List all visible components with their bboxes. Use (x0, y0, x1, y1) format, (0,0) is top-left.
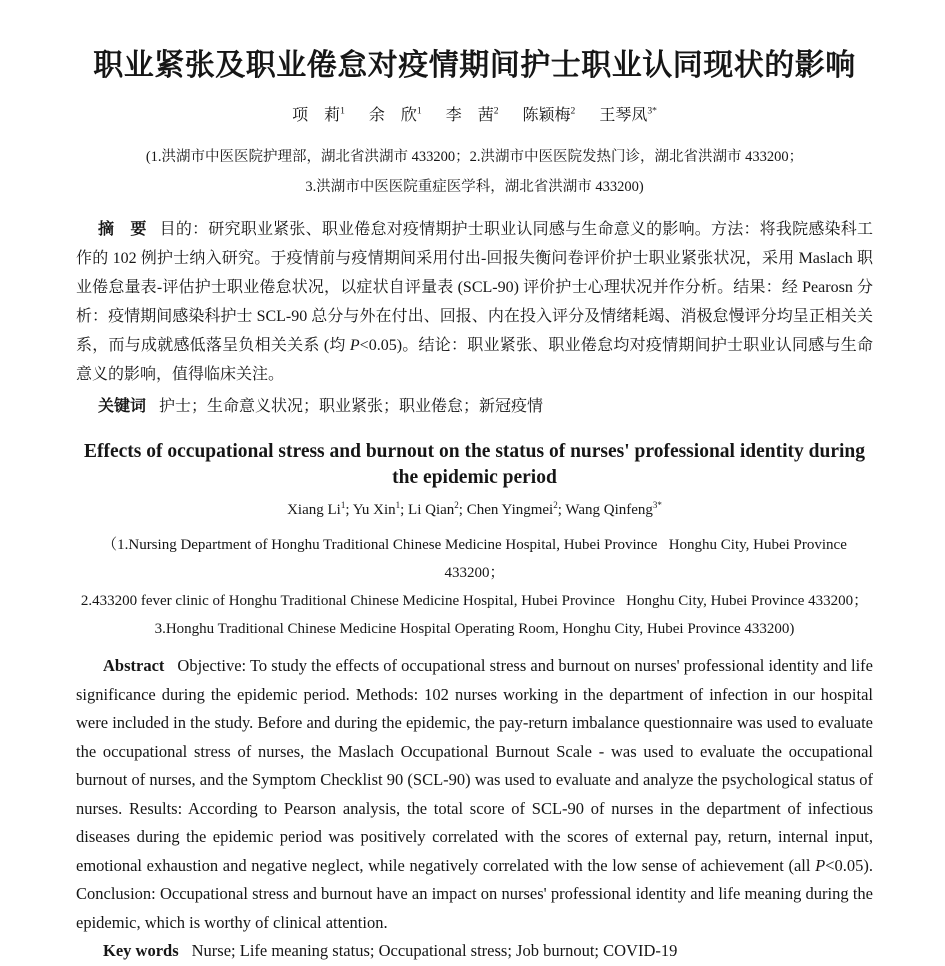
keywords-chinese-label: 关键词 (98, 396, 147, 415)
author-name-text: Wang Qinfeng (565, 502, 653, 518)
author-separator: ; (345, 502, 353, 518)
author-name (523, 107, 576, 124)
affiliation-chinese-line-2: 3.洪湖市中医医院重症医学科，湖北省洪湖市 433200) (305, 179, 644, 195)
author-name-text: Chen Yingmei (466, 502, 554, 518)
keywords-english (76, 937, 873, 966)
author-superscript: 2 (454, 500, 459, 510)
author-name-text: 李 茜 (445, 107, 494, 124)
abstract-chinese-text: 目的：研究职业紧张、职业倦怠对疫情期护士职业认同感与生命意义的影响。方法：将我院感染科工作的 102 例护士纳入研究。于疫情前与疫情期间采用付出-回报失衡问卷评价护士职业紧张状况，采用 Maslach 职业倦怠量表-评估护士职业倦怠状况，以症状自评量表 (SCL-90) 评价护士心理状况并作分析。结果：经 Pearosn 分析：疫情期间感染科护士 SCL-90 总分与外在付出、回报、内在投入评分及情绪耗竭、消极怠慢评分均呈正相关关系，而与成就感低落呈负相关关系 (均 (76, 221, 873, 354)
abstract-english (76, 652, 873, 937)
p-value-symbol: P (349, 337, 360, 354)
affiliations-chinese (76, 142, 873, 202)
abstract-english-text: Objective: To study the effects of occupational stress and burnout on nurses' professional identity and life significance during the epidemic period. Methods: 102 nurses working in the department of infection in our hospital were included in the study. Before and during the epidemic, the pay-return imbalance questionnaire was used to evaluate the occupational stress of nurses, the Maslach Occupational Burnout Scale - was used to evaluate the occupational burnout of nurses, and the Symptom Checklist 90 (SCL-90) was used to evaluate and analyze the psychological status of nurses. Results: According to Pearson analysis, the total score of SCL-90 of nurses in the department of infectious diseases during the epidemic period was positively correlated with the scores of external pay, return, internal input, emotional exhaustion and negative neglect, while negatively correlated with the low sense of achievement (all (76, 656, 873, 875)
keywords-chinese (76, 391, 873, 421)
author-superscript: 2 (553, 500, 558, 510)
author-superscript: 3* (647, 105, 657, 117)
author-name-text: Yu Xin (352, 502, 396, 518)
author-superscript: 2 (493, 105, 499, 117)
author-name-text: 王琴凤 (599, 107, 648, 124)
author-name-text: Li Qian (408, 502, 455, 518)
author-superscript: 3* (652, 500, 662, 510)
author-name (369, 107, 422, 124)
author-superscript: 2 (570, 105, 576, 117)
paper-title-english (76, 439, 873, 491)
author-separator: ; (400, 502, 409, 518)
author-name (446, 107, 499, 124)
p-value-symbol: P (815, 855, 826, 875)
affiliation-chinese-line-1: (1.洪湖市中医医院护理部，湖北省洪湖市 433200；2.洪湖市中医医院发热门诊，湖北省洪湖市 433200； (145, 149, 804, 165)
authors-chinese (76, 104, 873, 128)
abstract-english-text: <0.05). Conclusion: Occupational stress and burnout have an impact on nurses' professional identity and life meaning during the epidemic, which is worthy of clinical attention. (76, 855, 873, 932)
abstract-chinese-label: 摘 要 (98, 219, 147, 238)
affiliation-english-line-1: （1.Nursing Department of Honghu Traditional Chinese Medicine Hospital, Hubei Province Honghu City, Hubei Province 433200； (102, 537, 847, 581)
author-name-text: 陈颖梅 (522, 107, 571, 124)
author-superscript: 1 (340, 105, 345, 117)
author-superscript: 1 (416, 105, 422, 117)
author-superscript: 1 (395, 500, 401, 510)
author-name (292, 107, 345, 124)
abstract-english-label: Abstract (103, 656, 165, 675)
paper-title-english-line-1: Effects of occupational stress and burnout on the status of nurses' professional identity during (84, 441, 865, 462)
author-name-text: 项 莉 (292, 107, 341, 124)
abstract-chinese (76, 214, 873, 389)
paper-title-english-line-2: the epidemic period (392, 467, 557, 488)
author-separator: ; (557, 502, 566, 518)
author-separator: ; (458, 502, 467, 518)
affiliations-english (76, 531, 873, 643)
affiliation-english-line-3: 3.Honghu Traditional Chinese Medicine Hospital Operating Room, Honghu City, Hubei Province 433200) (154, 621, 795, 637)
abstract-chinese-text: <0.05)。结论：职业紧张、职业倦怠均对疫情期间护士职业认同感与生命意义的影响，值得临床关注。 (76, 337, 873, 383)
keywords-english-label: Key words (103, 941, 179, 960)
author-name-text: Xiang Li (287, 502, 341, 518)
author-name-text: 余 欣 (368, 107, 417, 124)
authors-english (76, 499, 873, 521)
author-name (599, 107, 657, 124)
keywords-english-text: Nurse; Life meaning status; Occupational stress; Job burnout; COVID-19 (191, 941, 678, 960)
paper-title-chinese: 职业紧张及职业倦怠对疫情期间护士职业认同现状的影响 (93, 48, 856, 83)
affiliation-english-line-2: 2.433200 fever clinic of Honghu Traditional Chinese Medicine Hospital, Hubei Province Honghu City, Hubei Province 433200； (80, 593, 869, 609)
author-superscript: 1 (340, 500, 346, 510)
keywords-chinese-text: 护士；生命意义状况；职业紧张；职业倦怠；新冠疫情 (159, 398, 544, 415)
